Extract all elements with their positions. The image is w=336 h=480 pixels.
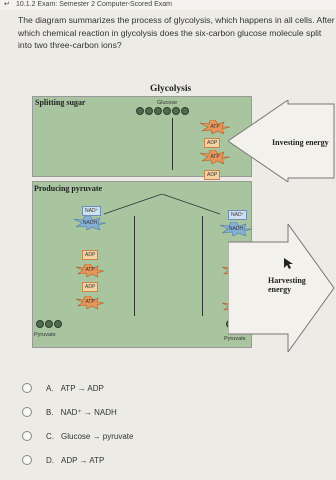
option-text: Glucose → pyruvate	[61, 431, 134, 441]
answer-option-d[interactable]	[22, 448, 322, 472]
answer-option-b[interactable]	[22, 400, 322, 424]
option-letter: A.	[46, 383, 54, 393]
mouse-cursor-icon	[284, 258, 294, 270]
question-text: The diagram summarizes the process of glycolysis, which happens in all cells. After which chemical reaction in glycolysis does the six-carbon glucose molecule split into two three-carbon ions?	[18, 15, 335, 50]
carbon-bead	[163, 107, 171, 115]
radio-button[interactable]	[22, 455, 32, 465]
pyruvate-label-left: Pyruvate	[34, 332, 56, 338]
nad-tag-right: NAD⁺	[228, 210, 247, 220]
producing-pyruvate-label: Producing pyruvate	[34, 184, 103, 193]
atp-label-left-2: ATP	[85, 299, 95, 305]
investing-energy-label: Investing energy	[272, 138, 329, 147]
atp-label-left-1: ATP	[85, 267, 95, 273]
adp-tag-2: ADP	[204, 170, 220, 180]
adp-tag-left-1: ADP	[82, 250, 98, 260]
nadh-label-right: NADH	[228, 226, 244, 232]
option-text: NAD⁺ → NADH	[60, 407, 117, 417]
pyruvate-molecule-left	[36, 320, 62, 328]
glucose-label: Glucose	[157, 100, 178, 106]
atp-label-2: ATP	[210, 154, 220, 160]
glucose-molecule	[136, 107, 189, 115]
carbon-bead	[54, 320, 62, 328]
pathway-line	[172, 118, 173, 170]
option-letter: D.	[46, 455, 54, 465]
glycolysis-diagram	[32, 86, 336, 354]
right-pathway-line	[202, 216, 203, 316]
answer-option-a[interactable]	[22, 376, 322, 400]
splitting-sugar-label: Splitting sugar	[35, 98, 86, 107]
left-pathway-line	[134, 216, 135, 316]
exam-header	[0, 0, 336, 10]
harvesting-energy-label: Harvesting energy	[268, 276, 306, 294]
pyruvate-label-right: Pyruvate	[224, 336, 246, 342]
option-letter: C.	[46, 431, 54, 441]
exam-title: 10.1.2 Exam: Semester 2 Computer-Scored Exam	[16, 1, 173, 8]
carbon-bead	[172, 107, 180, 115]
carbon-bead	[136, 107, 144, 115]
answer-options	[22, 376, 322, 472]
diagram-title: Glycolysis	[150, 84, 192, 94]
split-arrows	[92, 194, 232, 218]
carbon-bead	[181, 107, 189, 115]
nadh-label-left: NADH	[82, 220, 98, 226]
radio-button[interactable]	[22, 431, 32, 441]
radio-button[interactable]	[22, 383, 32, 393]
nad-tag-left: NAD⁺	[82, 206, 101, 216]
option-text: ADP → ATP	[61, 455, 105, 465]
adp-tag-left-2: ADP	[82, 282, 98, 292]
carbon-bead	[36, 320, 44, 328]
answer-option-c[interactable]	[22, 424, 322, 448]
atp-label-1: ATP	[210, 124, 220, 130]
back-icon[interactable]: ↵	[4, 1, 10, 8]
option-text: ATP → ADP	[60, 383, 104, 393]
carbon-bead	[145, 107, 153, 115]
radio-button[interactable]	[22, 407, 32, 417]
carbon-bead	[154, 107, 162, 115]
adp-tag-1: ADP	[204, 138, 220, 148]
option-letter: B.	[46, 407, 54, 417]
carbon-bead	[45, 320, 53, 328]
